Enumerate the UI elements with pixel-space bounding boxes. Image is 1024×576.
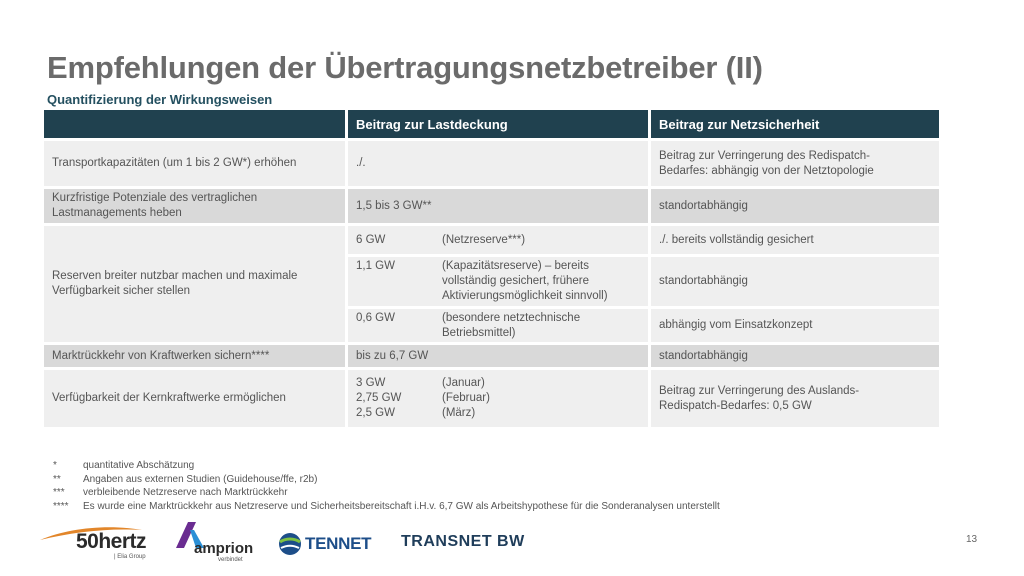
amount: 2,75 GW xyxy=(356,392,402,404)
month: (März) xyxy=(442,407,476,419)
tennet-wordmark: TENNET xyxy=(305,534,372,553)
amprion-wordmark: amprion xyxy=(194,540,254,557)
netzsicherheit-cell: standortabhängig xyxy=(651,254,939,306)
lastdeckung-cell: ./. xyxy=(348,138,651,186)
footnote-mark: * xyxy=(53,460,57,471)
netz-line: Bedarfes: abhängig von der Netztopologie xyxy=(659,164,874,177)
page-number: 13 xyxy=(966,534,978,545)
table-header-row xyxy=(44,110,939,138)
footnote-mark: **** xyxy=(53,500,69,512)
lastdeckung-cell xyxy=(348,254,651,306)
measure-cell: Marktrückkehr von Kraftwerken sichern**** xyxy=(44,342,348,367)
month: (Januar) xyxy=(442,377,485,389)
lastdeckung-cell xyxy=(348,367,651,427)
measure-cell: Verfügbarkeit der Kernkraftwerke ermöglichen xyxy=(44,367,348,427)
lastdeckung-cell xyxy=(348,306,651,342)
lastdeckung-cell: 1,5 bis 3 GW** xyxy=(348,186,651,223)
netzsicherheit-cell: ./. bereits vollständig gesichert xyxy=(651,223,939,254)
50hertz-subline: | Elia Group xyxy=(114,554,146,560)
amount-list xyxy=(356,376,442,421)
logo-50hertz xyxy=(38,518,153,563)
measure-cell: Transportkapazitäten (um 1 bis 2 GW*) erhöhen xyxy=(44,138,348,186)
footnote-mark: ** xyxy=(53,473,61,485)
amount-detail xyxy=(442,259,608,304)
table-row xyxy=(44,223,939,254)
netzsicherheit-cell: abhängig vom Einsatzkonzept xyxy=(651,306,939,342)
detail-line: Betriebsmittel) xyxy=(442,326,516,339)
table-header-measure xyxy=(44,110,348,138)
measure-line: Verfügbarkeit sicher stellen xyxy=(52,285,191,297)
netz-line: Beitrag zur Verringerung des Redispatch- xyxy=(659,149,870,162)
amount: 2,5 GW xyxy=(356,407,395,419)
footnote xyxy=(53,473,720,487)
amount-detail xyxy=(442,233,525,248)
footnote xyxy=(53,486,720,500)
month: (Februar) xyxy=(442,392,490,404)
logo-amprion xyxy=(170,518,260,563)
amount-detail xyxy=(442,311,580,341)
table-header-netzsicherheit: Beitrag zur Netzsicherheit xyxy=(651,110,939,138)
lastdeckung-cell xyxy=(348,223,651,254)
netz-line: Redispatch-Bedarfes: 0,5 GW xyxy=(659,399,812,412)
page-title: Empfehlungen der Übertragungsnetzbetreiber (II) xyxy=(47,50,763,85)
footnote xyxy=(53,500,720,514)
detail-line: (Netzreserve***) xyxy=(442,233,526,246)
logo-bar xyxy=(38,518,538,568)
detail-line: (Kapazitätsreserve) – bereits xyxy=(442,260,590,272)
footnote-mark: *** xyxy=(53,487,65,498)
tennet-globe-icon xyxy=(278,532,302,556)
footnote-text: Es wurde eine Marktrückkehr aus Netzreserve und Sicherheitsbereitschaft i.H.v. 6,7 GW als Arbeitshypothese für die Sonderanalysen unterstellt xyxy=(83,500,720,512)
netzsicherheit-cell xyxy=(651,367,939,427)
logo-tennet xyxy=(278,532,378,558)
transnet-wordmark: TRANSNET BW xyxy=(401,533,525,550)
footnotes xyxy=(53,459,720,513)
month-list xyxy=(442,376,490,421)
netz-line: Beitrag zur Verringerung des Auslands- xyxy=(659,384,860,397)
lastdeckung-cell: bis zu 6,7 GW xyxy=(348,342,651,367)
amount: 6 GW xyxy=(356,233,386,246)
footnote xyxy=(53,459,720,473)
footnote-text: quantitative Abschätzung xyxy=(83,460,195,471)
netzsicherheit-cell xyxy=(651,138,939,186)
page-subtitle: Quantifizierung der Wirkungsweisen xyxy=(47,92,273,107)
detail-line: Aktivierungsmöglichkeit sinnvoll) xyxy=(442,290,608,302)
footnote-text: Angaben aus externen Studien (Guidehouse/ffe, r2b) xyxy=(83,473,318,485)
measure-cell xyxy=(44,223,348,342)
table-row xyxy=(44,138,939,186)
netzsicherheit-cell: standortabhängig xyxy=(651,342,939,367)
measure-line: Reserven breiter nutzbar machen und maximale xyxy=(52,270,298,282)
recommendations-table xyxy=(44,110,939,427)
amprion-subline: verbindet xyxy=(218,557,243,563)
50hertz-wordmark: 50hertz xyxy=(76,530,147,553)
detail-line: vollständig gesichert, frühere xyxy=(442,275,590,287)
measure-line: Lastmanagements heben xyxy=(52,207,182,219)
detail-line: (besondere netztechnische xyxy=(442,311,581,324)
measure-cell xyxy=(44,186,348,223)
netzsicherheit-cell: standortabhängig xyxy=(651,186,939,223)
footnote-text: verbleibende Netzreserve nach Marktrückkehr xyxy=(83,487,288,498)
table-row xyxy=(44,367,939,427)
table-header-lastdeckung: Beitrag zur Lastdeckung xyxy=(348,110,651,138)
amount: 3 GW xyxy=(356,377,386,389)
table-row xyxy=(44,186,939,223)
measure-line: Kurzfristige Potenziale des vertraglichen xyxy=(52,192,258,204)
table-row xyxy=(44,342,939,367)
amount: 0,6 GW xyxy=(356,311,395,324)
amount: 1,1 GW xyxy=(356,260,395,272)
logo-transnet-bw xyxy=(401,533,531,557)
